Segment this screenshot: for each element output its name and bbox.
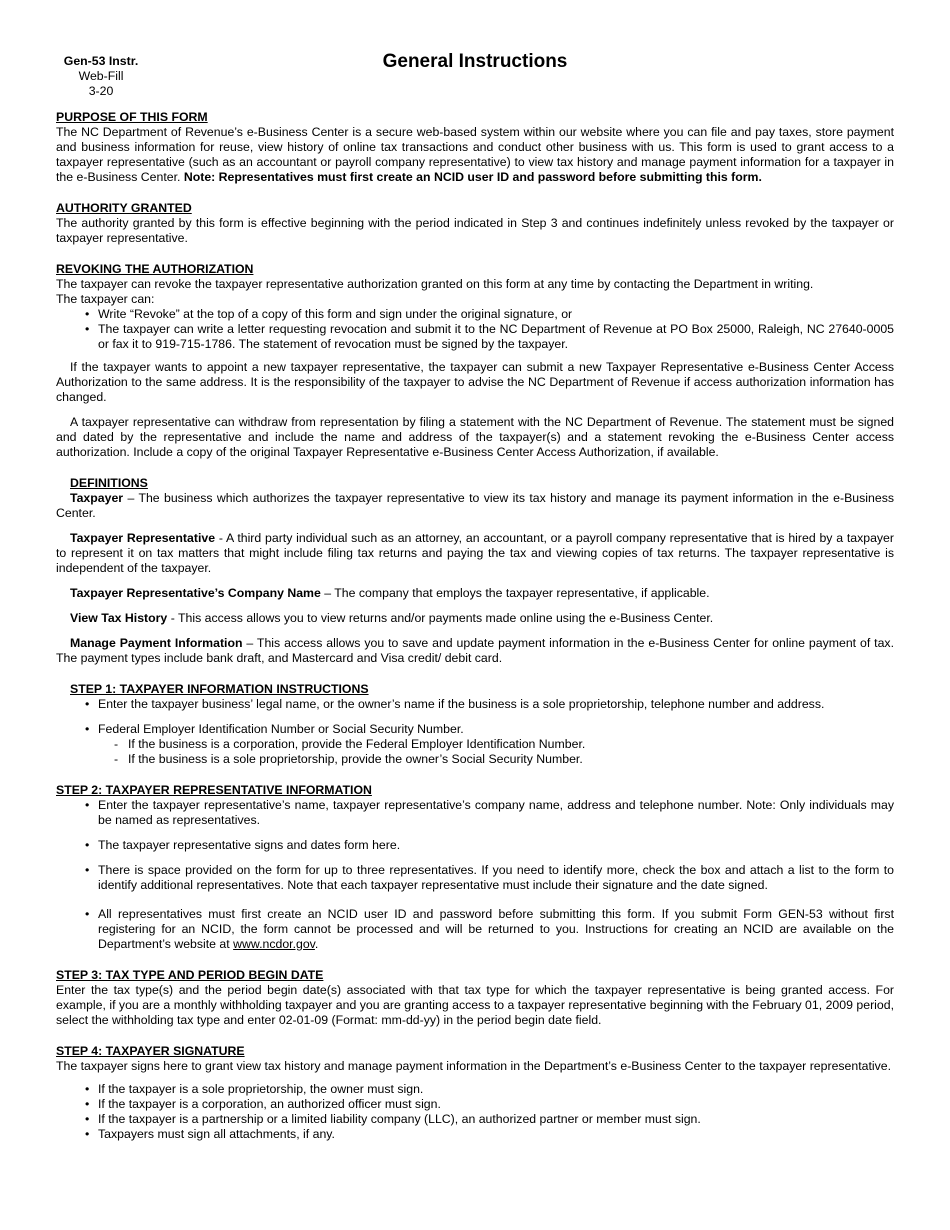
list-item: • If the taxpayer is a corporation, an authorized officer must sign. — [56, 1097, 894, 1112]
page-title: General Instructions — [382, 51, 568, 72]
list-item: • Enter the taxpayer representative’s name, taxpayer representative’s company name, address and telephone number. Note: Only individuals may be named as representatives. — [56, 798, 894, 828]
list-item: • Enter the taxpayer business’ legal name, or the owner’s name if the business is a sole proprietorship, telephone number and address. — [56, 697, 894, 712]
list-item: - If the business is a sole proprietorship, provide the owner’s Social Security Number. — [56, 752, 894, 767]
list-item: • Federal Employer Identification Number or Social Security Number. — [56, 722, 894, 737]
definitions-heading: DEFINITIONS — [70, 476, 148, 490]
authority-heading: AUTHORITY GRANTED — [56, 201, 192, 215]
step2-list — [56, 798, 894, 828]
step3-heading: STEP 3: TAX TYPE AND PERIOD BEGIN DATE — [56, 968, 324, 982]
definition-term: Taxpayer — [70, 491, 124, 505]
definition-text: - This access allows you to view returns and/or payments made online using the e-Business Center. — [167, 611, 714, 625]
list-item: • If the taxpayer is a partnership or a limited liability company (LLC), an authorized partner or member must sign. — [56, 1112, 894, 1127]
purpose-text — [56, 125, 894, 185]
step1-list-2 — [56, 722, 894, 737]
list-item: • The taxpayer can write a letter requesting revocation and submit it to the NC Department of Revenue at PO Box 25000, Raleigh, NC 27640-0005 or fax it to 919-715-1786. The statement of revocation must be signed by the taxpayer. — [56, 322, 894, 352]
step1-list — [56, 697, 894, 712]
ncid-text: All representatives must first create an NCID user ID and password before submitting this form. If you submit Form GEN-53 without first registering for an NCID, the form cannot be processed and will be returned to you. Instructions for creating an NCID are available on the Department’s website at — [98, 907, 894, 951]
revoking-para2: A taxpayer representative can withdraw from representation by filing a statement with the NC Department of Revenue. The statement must be signed and dated by the representative and include the name and address of the taxpayer(s) and a statement revoking the e-Business Center access authorization. Include a copy of the original Taxpayer Representative e-Business Center Access Authorization, if available. — [56, 415, 894, 459]
list-item: • Taxpayers must sign all attachments, if any. — [56, 1127, 894, 1142]
step3-text: Enter the tax type(s) and the period begin date(s) associated with that tax type for which the taxpayer representative is being granted access. For example, if you are a monthly withholding taxpayer and you are granting access to a taxpayer representative beginning with the February 01, 2009 period, select the withholding tax type and enter 02-01-09 (Format: mm-dd-yy) in the period begin date field. — [56, 983, 894, 1027]
step1-heading: STEP 1: TAXPAYER INFORMATION INSTRUCTIONS — [70, 682, 369, 696]
list-item: - If the business is a corporation, provide the Federal Employer Identification Number. — [56, 737, 894, 752]
definition-item — [56, 491, 894, 521]
form-code: Gen-53 Instr. — [63, 54, 139, 68]
step4-heading: STEP 4: TAXPAYER SIGNATURE — [56, 1044, 245, 1058]
ncdor-link[interactable]: www.ncdor.gov — [233, 937, 315, 951]
revoking-para1: If the taxpayer wants to appoint a new taxpayer representative, the taxpayer can submit a new Taxpayer Representative e-Business Center Access Authorization to the same address. It is the responsibility of the taxpayer to advise the NC Department of Revenue if access authorization information has changed. — [56, 360, 894, 404]
definition-item — [56, 611, 894, 626]
ncid-suffix: . — [314, 937, 319, 951]
step4-list — [56, 1082, 894, 1142]
definition-item — [56, 531, 894, 576]
step2-heading: STEP 2: TAXPAYER REPRESENTATIVE INFORMATION — [56, 783, 372, 797]
definition-term: View Tax History — [70, 611, 168, 625]
list-item: • There is space provided on the form for up to three representatives. If you need to identify more, check the box and attach a list to the form to identify additional representatives. Note that each taxpayer representative must include their signature and the date signed. — [56, 863, 894, 893]
definition-term: Taxpayer Representative — [70, 531, 216, 545]
list-item: • Write “Revoke” at the top of a copy of this form and sign under the original signature, or — [56, 307, 894, 322]
revoking-heading: REVOKING THE AUTHORIZATION — [56, 262, 254, 276]
definition-text: – This access allows you to save and update payment information in the e-Business Center for online payment of tax. The payment types include bank draft, and Mastercard and Visa credit/ debit card. — [56, 636, 894, 665]
list-item — [56, 907, 894, 952]
definition-item — [56, 586, 894, 601]
instructions-body — [56, 110, 894, 1142]
step1-sublist — [56, 737, 894, 767]
purpose-heading: PURPOSE OF THIS FORM — [56, 110, 208, 124]
definition-text: – The business which authorizes the taxpayer representative to view its tax history and manage its payment information in the e-Business Center. — [56, 491, 894, 520]
revoking-list — [56, 307, 894, 352]
form-edition: Web-Fill — [78, 69, 124, 83]
step4-text: The taxpayer signs here to grant view tax history and manage payment information in the Department’s e-Business Center to the taxpayer representative. — [56, 1059, 892, 1073]
revoking-line2: The taxpayer can: — [56, 292, 155, 306]
purpose-note: Note: Representatives must first create an NCID user ID and password before submitting this form. — [183, 170, 762, 184]
list-item: • The taxpayer representative signs and dates form here. — [56, 838, 894, 853]
definition-text: - A third party individual such as an attorney, an accountant, or a payroll company representative that is hired by a taxpayer to represent it on tax matters that might include filing tax returns and paying the tax and viewing copies of tax returns. The taxpayer representative is independent of the taxpayer. — [56, 531, 894, 575]
authority-text: The authority granted by this form is effective beginning with the period indicated in Step 3 and continues indefinitely unless revoked by the taxpayer or taxpayer representative. — [56, 216, 894, 245]
step2-list-c — [56, 863, 894, 893]
revoking-line1: The taxpayer can revoke the taxpayer representative authorization granted on this form at any time by contacting the Department in writing. — [56, 277, 814, 291]
step2-list-b — [56, 838, 894, 853]
list-item: • If the taxpayer is a sole proprietorship, the owner must sign. — [56, 1082, 894, 1097]
form-date: 3-20 — [88, 84, 114, 98]
purpose-body: The NC Department of Revenue’s e-Business Center is a secure web-based system within our website where you can file and pay taxes, store payment and business information for reuse, view history of online tax transactions and conduct other business with us. This form is used to grant access to a taxpayer representative (such as an accountant or payroll company representative) to view tax history and manage payment information for a taxpayer in the e-Business Center. — [56, 125, 894, 184]
definition-text: – The company that employs the taxpayer representative, if applicable. — [320, 586, 710, 600]
definition-term: Manage Payment Information — [70, 636, 243, 650]
definition-term: Taxpayer Representative’s Company Name — [70, 586, 321, 600]
definition-item — [56, 636, 894, 666]
step2-list-d — [56, 907, 894, 952]
